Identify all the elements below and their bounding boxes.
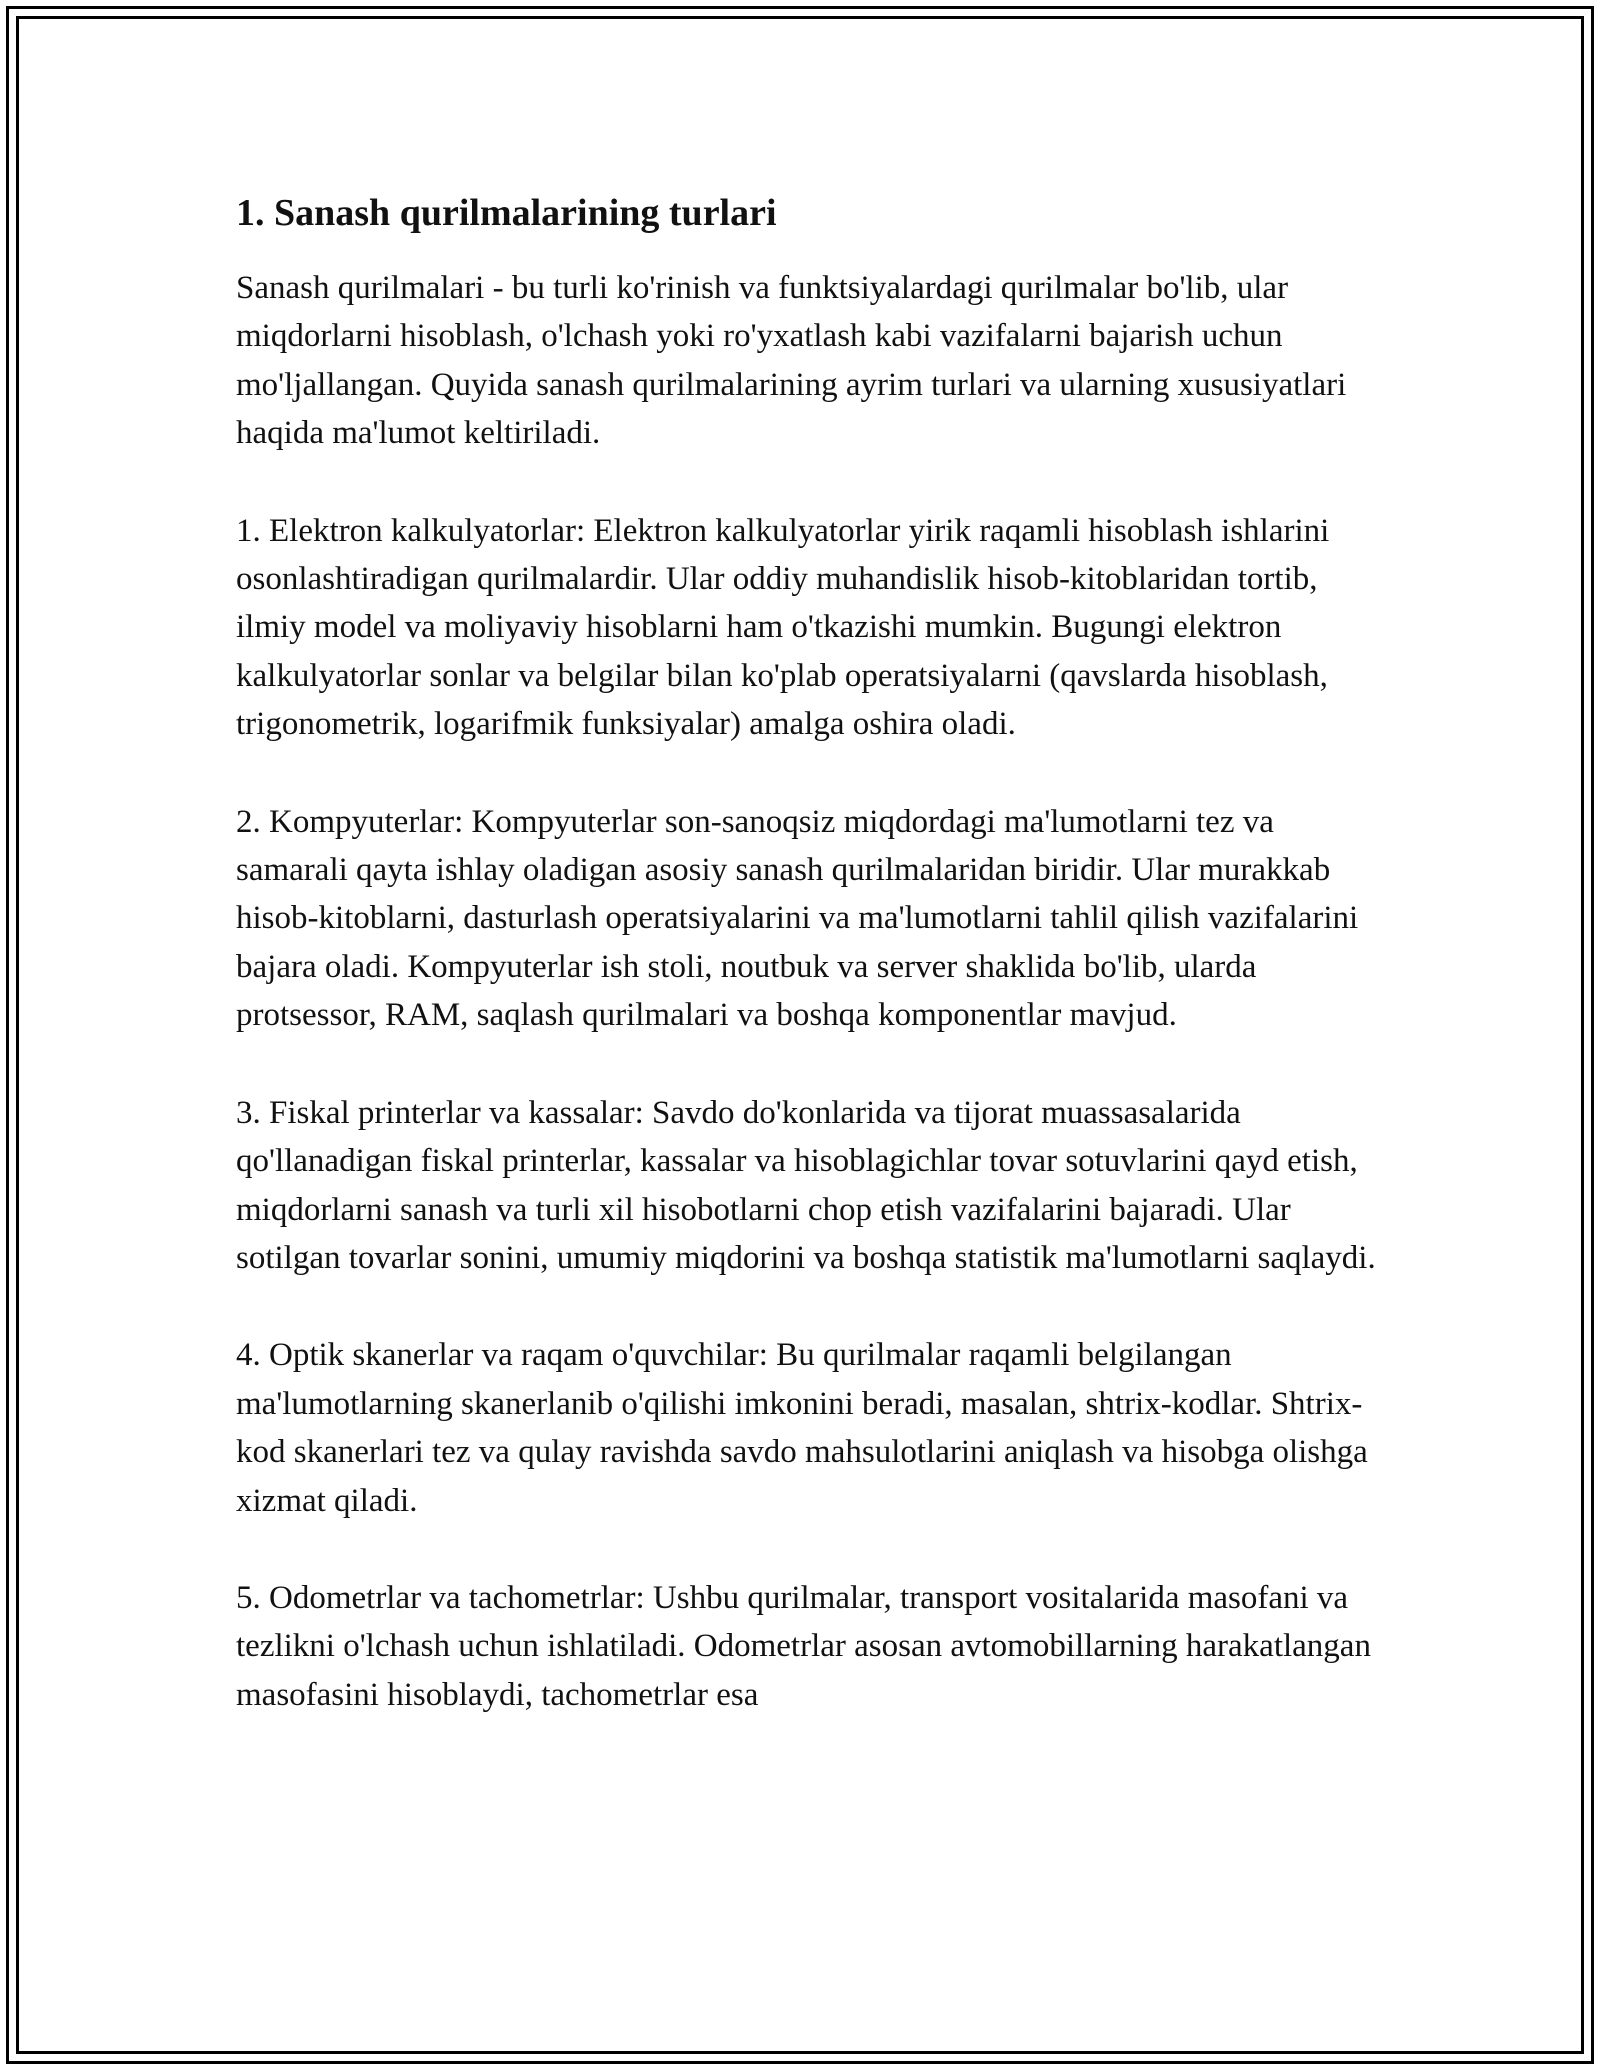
paragraph-odometers: 5. Odometrlar va tachometrlar: Ushbu qurilmalar, transport vositalarida masofani va tezlikni o'lchash uchun ishlatiladi. Odometrlar asosan avtomobillarning harakatlangan masofasini hisoblaydi, tachometrlar esa xyxy=(236,1579,1371,1713)
paragraph-optical-scanners: 4. Optik skanerlar va raqam o'quvchilar: Bu qurilmalar raqamli belgilangan ma'lumotlarning skanerlanib o'qilishi imkonini beradi, masalan, shtrix-kodlar. Shtrix-kod skanerlari tez va qulay ravishda savdo mahsulotlarini aniqlash va hisobga olishga xizmat qiladi. xyxy=(236,1337,1368,1519)
page-title: 1. Sanash qurilmalarining turlari xyxy=(236,192,777,234)
paragraph-computers: 2. Kompyuterlar: Kompyuterlar son-sanoqsiz miqdordagi ma'lumotlarni tez va samarali qayta ishlay oladigan asosiy sanash qurilmalaridan biridir. Ular murakkab hisob-kitoblarni, dasturlash operatsiyalarini va ma'lumotlarni tahlil qilish vazifalarini bajara oladi. Kompyuterlar ish stoli, noutbuk va server shaklida bo'lib, ularda protsessor, RAM, saqlash qurilmalari va boshqa komponentlar mavjud. xyxy=(236,803,1359,1034)
paragraph-electronic-calculators: 1. Elektron kalkulyatorlar: Elektron kalkulyatorlar yirik raqamli hisoblash ishlarini osonlashtiradigan qurilmalardir. Ular oddiy muhandislik hisob-kitoblaridan tortib, ilmiy model va moliyaviy hisoblarni ham o'tkazishi mumkin. Bugungi elektron kalkulyatorlar sonlar va belgilar bilan ko'plab operatsiyalarni (qavslarda hisoblash, trigonometrik, logarifmik funksiyalar) amalga oshira oladi. xyxy=(236,512,1330,743)
paragraph-intro: Sanash qurilmalari - bu turli ko'rinish va funktsiyalardagi qurilmalar bo'lib, ular miqdorlarni hisoblash, o'lchash yoki ro'yxatlash kabi vazifalarni bajarish uchun mo'ljallangan. Quyida sanash qurilmalarining ayrim turlari va ularning xususiyatlari haqida ma'lumot keltiriladi. xyxy=(236,270,1347,452)
paragraph-fiscal-printers: 3. Fiskal printerlar va kassalar: Savdo do'konlarida va tijorat muassasalarida qo'llanadigan fiskal printerlar, kassalar va hisoblagichlar tovar sotuvlarini qayd etish, miqdorlarni sanash va turli xil hisobotlarni chop etish vazifalarini bajaradi. Ular sotilgan tovarlar sonini, umumiy miqdorini va boshqa statistik ma'lumotlarni saqlaydi. xyxy=(236,1094,1376,1276)
document-page xyxy=(236,186,1386,1719)
